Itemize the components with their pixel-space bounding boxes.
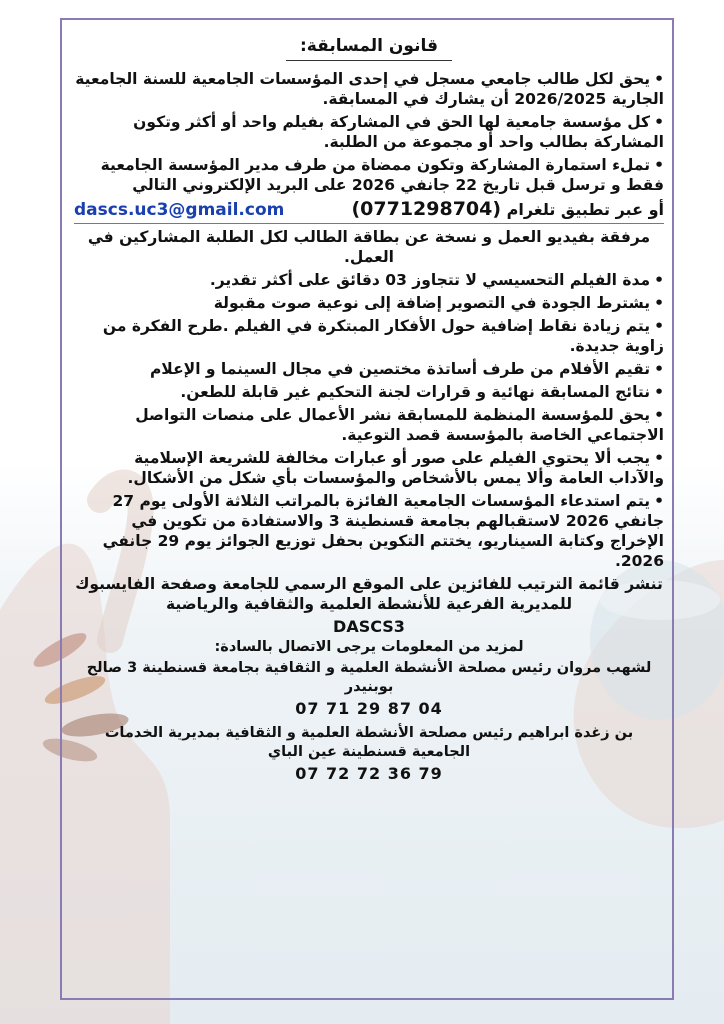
bullet-icon: • xyxy=(654,156,664,174)
telegram-phone: (0771298704) xyxy=(351,198,502,220)
bullet-icon: • xyxy=(654,360,664,378)
telegram-text: أو عبر تطبيق تلغرام (0771298704) xyxy=(351,198,664,220)
page-title: قانون المسابقة: xyxy=(286,36,452,61)
contact-2-name: بن زغدة ابراهيم رئيس مصلحة الأنشطة العلمية و الثقافية بمديرية الخدمات الجامعية قسنطينة عين الباي xyxy=(104,725,634,760)
competition-rules-document xyxy=(74,30,664,990)
rule-5: •يشترط الجودة في التصوير إضافة إلى نوعية صوت مقبولة xyxy=(213,294,664,312)
rule-10: •يجب ألا يحتوي الفيلم على صور أو عبارات مخالفة للشريعة الإسلامية والآداب العامة وألا يمس بالأشخاص والمؤسسات بأي شكل من الأشكال. xyxy=(127,449,664,487)
rule-6: •يتم زيادة نقاط إضافية حول الأفكار المبتكرة في الفيلم .طرح الفكرة من زاوية جديدة. xyxy=(102,317,664,355)
bullet-icon: • xyxy=(654,70,664,88)
bullet-icon: • xyxy=(654,383,664,401)
rule-3-continued: مرفقة بفيديو العمل و نسخة عن بطاقة الطالب لكل الطلبة المشاركين في العمل. xyxy=(87,228,651,266)
organizer-brand: DASCS3 xyxy=(333,617,405,636)
bullet-icon: • xyxy=(654,406,664,424)
bullet-icon: • xyxy=(654,449,664,467)
contact-intro: لمزيد من المعلومات يرجى الاتصال بالسادة: xyxy=(214,639,524,655)
rule-11: •يتم استدعاء المؤسسات الجامعية الفائزة بالمراتب الثلاثة الأولى يوم 27 جانفي 2026 لاستقبالهم بجامعة قسنطينة 3 والاستفادة من تكوين في الإخراج وكتابة السيناريو، يختتم التكوين بحفل توزيع الجوائز يوم 29 جانفي 2026. xyxy=(102,492,664,570)
contact-2-phone[interactable]: 07 72 72 36 79 xyxy=(295,764,443,783)
submission-email-link[interactable]: dascs.uc3@gmail.com xyxy=(74,199,285,220)
rule-2: •كل مؤسسة جامعية لها الحق في المشاركة بفيلم واحد أو أكثر وتكون المشاركة بطالب واحد أو مجموعة من الطلبة. xyxy=(133,113,664,151)
rule-3: •تملء استمارة المشاركة وتكون ممضاة من طرف مدير المؤسسة الجامعية فقط و ترسل قبل تاريخ 22 جانفي 2026 على البريد الإلكتروني التالي xyxy=(100,156,664,194)
rule-7: •تقيم الأفلام من طرف أساتذة مختصين في مجال السينما و الإعلام xyxy=(149,360,664,378)
rule-1: •يحق لكل طالب جامعي مسجل في إحدى المؤسسات الجامعية للسنة الجامعية الجارية 2026/2025 أن يشارك في المسابقة. xyxy=(75,70,664,108)
bullet-icon: • xyxy=(654,294,664,312)
rule-9: •يحق للمؤسسة المنظمة للمسابقة نشر الأعمال على منصات التواصل الاجتماعي الخاصة بالمؤسسة قصد التوعية. xyxy=(135,406,664,444)
bullet-icon: • xyxy=(654,113,664,131)
contact-1-name: لشهب مروان رئيس مصلحة الأنشطة العلمية و الثقافية بجامعة قسنطينة 3 صالح بوبنيدر xyxy=(86,660,652,695)
rule-8: •نتائج المسابقة نهائية و قرارات لجنة التحكيم غير قابلة للطعن. xyxy=(180,383,664,401)
bullet-icon: • xyxy=(654,492,664,510)
bullet-icon: • xyxy=(654,317,664,335)
submission-contact-line xyxy=(74,198,664,224)
contact-1-phone[interactable]: 07 71 29 87 04 xyxy=(295,699,443,718)
ranking-announcement: تنشر قائمة الترتيب للفائزين على الموقع الرسمي للجامعة وصفحة الفايسبوك للمديرية الفرعية للأنشطة العلمية والثقافية والرياضية xyxy=(75,575,663,613)
bullet-icon: • xyxy=(654,271,664,289)
rule-4: •مدة الفيلم التحسيسي لا تتجاوز 03 دقائق على أكثر تقدير. xyxy=(209,271,664,289)
